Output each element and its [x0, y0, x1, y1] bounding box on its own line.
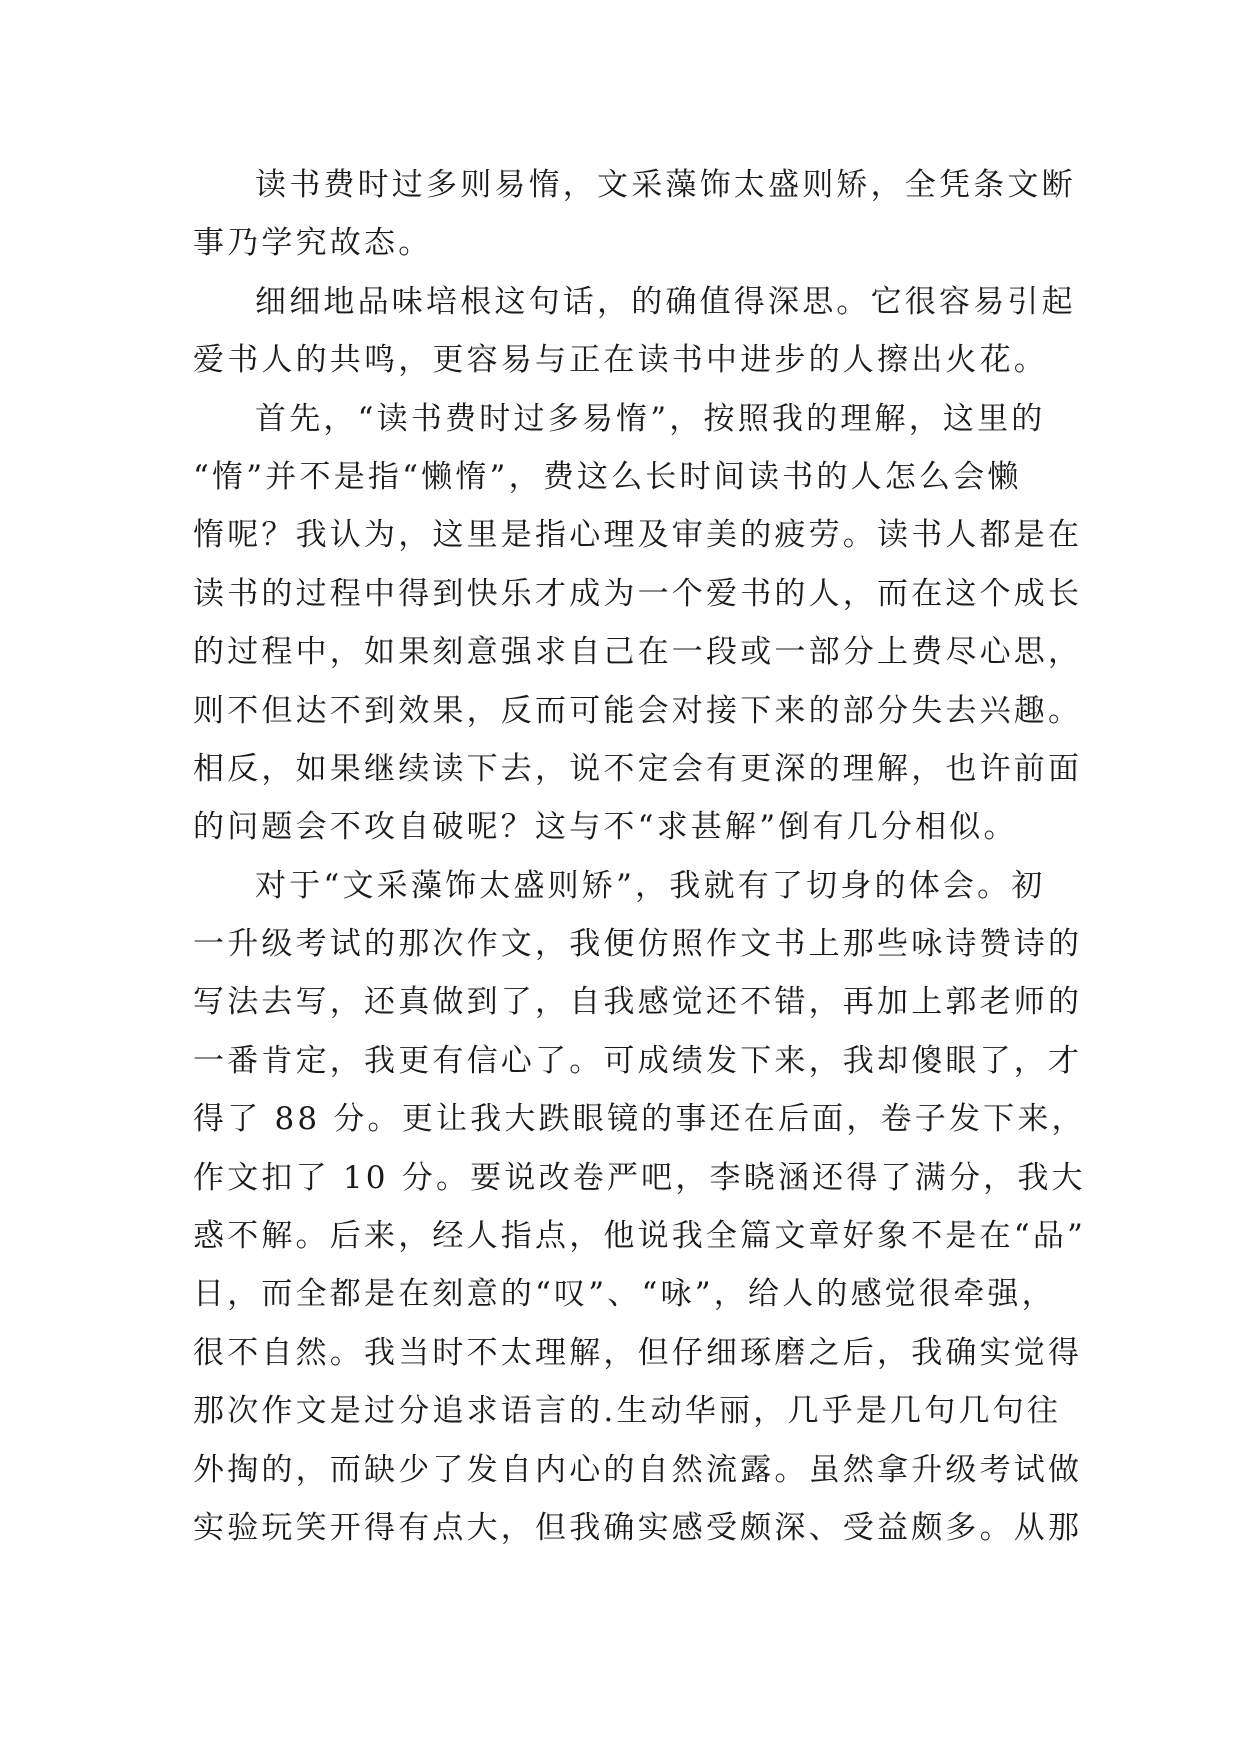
text-line: 外掏的，而缺少了发自内心的自然流露。虽然拿升级考试做 — [193, 1451, 1083, 1488]
text-line: 得了 88 分。更让我大跌眼镜的事还在后面，卷子发下来， — [193, 1101, 1086, 1138]
text-line: 读书的过程中得到快乐才成为一个爱书的人，而在这个成长 — [193, 575, 1083, 612]
text-line: 写法去写，还真做到了，自我感觉还不错，再加上郭老师的 — [193, 984, 1083, 1021]
text-line: 实验玩笑开得有点大，但我确实感受颇深、受益颇多。从那 — [193, 1509, 1083, 1546]
text-line: 事乃学究故态。 — [193, 225, 433, 262]
text-line: 的问题会不攻自破呢？这与不“求甚解”倒有几分相似。 — [193, 809, 1018, 846]
document-body — [193, 156, 1087, 1557]
text-line: 那次作文是过分追求语言的.生动华丽，几乎是几句几句往 — [193, 1393, 1062, 1430]
text-line: “惰”并不是指“懒惰”，费这么长时间读书的人怎么会懒 — [193, 458, 1022, 495]
text-line: 则不但达不到效果，反而可能会对接下来的部分失去兴趣。 — [193, 692, 1083, 729]
text-line: 读书费时过多则易惰，文采藻饰太盛则矫，全凭条文断 — [255, 167, 1076, 203]
text-line: 很不自然。我当时不太理解，但仔细琢磨之后，我确实觉得 — [193, 1334, 1083, 1371]
text-line: 一升级考试的那次作文，我便仿照作文书上那些咏诗赞诗的 — [193, 926, 1083, 963]
text-line: 惑不解。后来，经人指点，他说我全篇文章好象不是在“品” — [193, 1218, 1087, 1255]
text-line: 日，而全都是在刻意的“叹”、“咏”，给人的感觉很牵强， — [193, 1276, 1056, 1313]
text-line: 相反，如果继续读下去，说不定会有更深的理解，也许前面 — [193, 750, 1083, 787]
text-line: 首先，“读书费时过多易惰”，按照我的理解，这里的 — [255, 400, 1046, 437]
text-line: 的过程中，如果刻意强求自己在一段或一部分上费尽心思， — [193, 634, 1083, 671]
text-line: 作文扣了 10 分。要说改卷严吧，李晓涵还得了满分，我大 — [193, 1159, 1086, 1196]
text-line: 对于“文采藻饰太盛则矫”，我就有了切身的体会。初 — [255, 867, 1046, 904]
text-line: 惰呢？我认为，这里是指心理及审美的疲劳。读书人都是在 — [193, 517, 1083, 554]
text-line: 爱书人的共鸣，更容易与正在读书中进步的人擦出火花。 — [193, 342, 1048, 379]
text-line: 细细地品味培根这句话，的确值得深思。它很容易引起 — [255, 283, 1076, 320]
text-line: 一番肯定，我更有信心了。可成绩发下来，我却傻眼了，才 — [193, 1042, 1083, 1079]
